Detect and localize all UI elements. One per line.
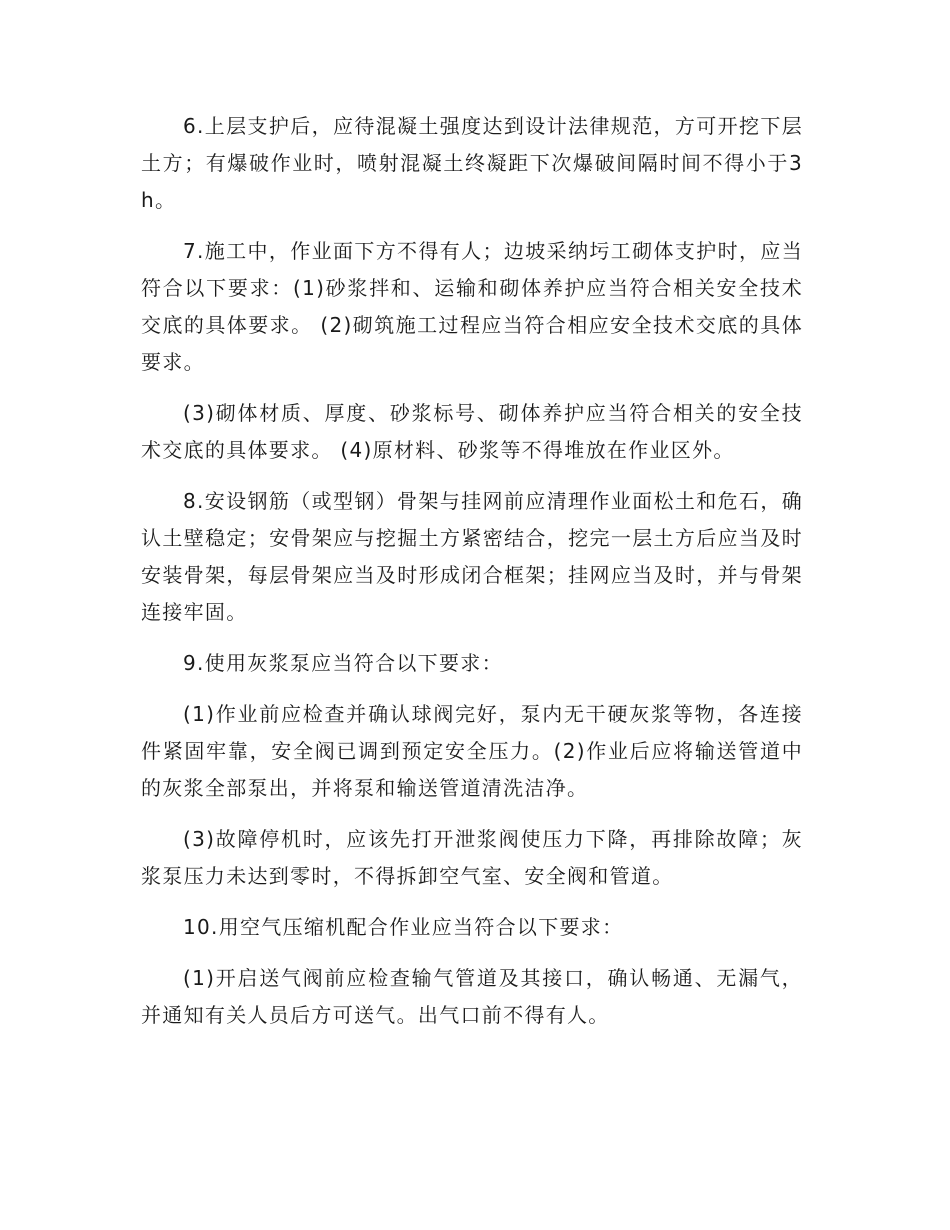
- paragraph-10-air-compressor-heading: 10.用空气压缩机配合作业应当符合以下要求：: [183, 915, 624, 939]
- paragraph-7-masonry-requirements: 7.施工中，作业面下方不得有人；边坡采纳圬工砌体支护时，应当符合以下要求：(1)砂浆拌和、运输和砌体养护应当符合相关安全技术交底的具体要求。 (2)砌筑施工过程应当符合相应安全技术交底的具体要求。: [141, 239, 803, 374]
- paragraph-9-mortar-pump-checks: (1)作业前应检查并确认球阀完好，泵内无干硬灰浆等物，各连接件紧固牢靠，安全阀已调到预定安全压力。(2)作业后应将输送管道中的灰浆全部泵出，并将泵和输送管道清洗洁净。: [141, 702, 803, 800]
- document-body: [141, 108, 803, 1048]
- paragraph-7-masonry-materials: (3)砌体材质、厚度、砂浆标号、砌体养护应当符合相关的安全技术交底的具体要求。 (4)原材料、砂浆等不得堆放在作业区外。: [141, 401, 803, 462]
- paragraph-9-mortar-pump-fault: (3)故障停机时，应该先打开泄浆阀使压力下降，再排除故障；灰浆泵压力未达到零时，不得拆卸空气室、安全阀和管道。: [141, 827, 803, 888]
- paragraph-6-support-strength: 6.上层支护后，应待混凝土强度达到设计法律规范，方可开挖下层土方；有爆破作业时，喷射混凝土终凝距下次爆破间隔时间不得小于3h。: [141, 114, 803, 212]
- paragraph-8-steel-frame: 8.安设钢筋（或型钢）骨架与挂网前应清理作业面松土和危石，确认土壁稳定；安骨架应与挖掘土方紧密结合，挖完一层土方后应当及时安装骨架，每层骨架应当及时形成闭合框架；挂网应当及时，并与骨架连接牢固。: [141, 489, 803, 624]
- paragraph-9-mortar-pump-heading: 9.使用灰浆泵应当符合以下要求：: [183, 651, 503, 675]
- paragraph-10-air-compressor-valve: (1)开启送气阀前应检查输气管道及其接口，确认畅通、无漏气，并通知有关人员后方可送气。出气口前不得有人。: [141, 966, 803, 1027]
